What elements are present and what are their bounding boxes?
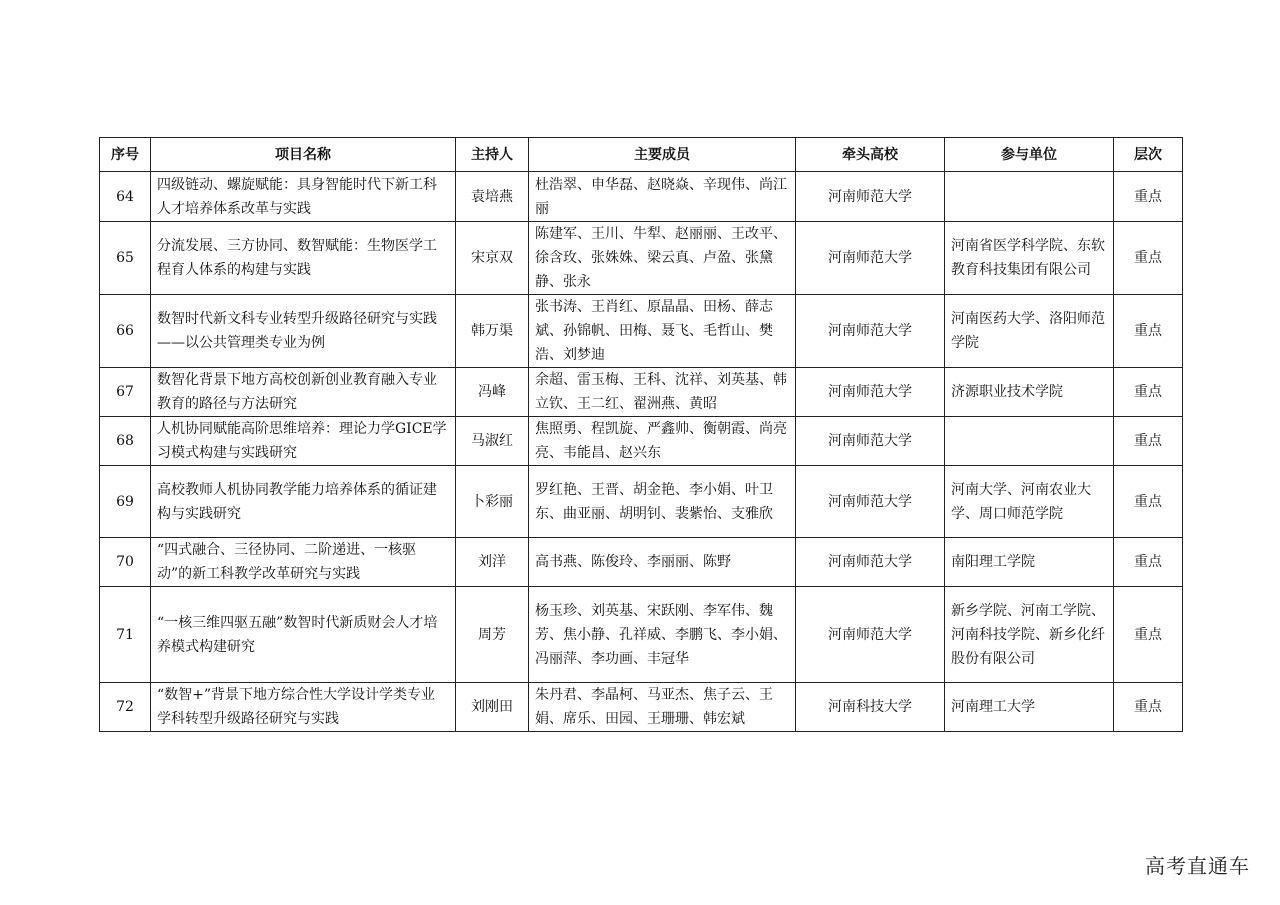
row-no: 65 [100,222,151,295]
table-row [100,222,1183,295]
row-partner-units: 河南医药大学、洛阳师范学院 [945,295,1114,368]
row-members: 朱丹君、李晶柯、马亚杰、焦子云、王娟、席乐、田园、王珊珊、韩宏斌 [529,683,796,732]
row-members: 杨玉珍、刘英基、宋跃刚、李军伟、魏芳、焦小静、孔祥威、李鹏飞、李小娟、冯丽萍、李功画、丰冠华 [529,587,796,683]
table-row [100,417,1183,466]
row-level: 重点 [1114,417,1183,466]
row-no: 66 [100,295,151,368]
row-no: 68 [100,417,151,466]
row-members: 余超、雷玉梅、王科、沈祥、刘英基、韩立钦、王二红、翟洲燕、黄昭 [529,368,796,417]
row-lead-university: 河南师范大学 [796,417,945,466]
row-partner-units: 河南省医学科学院、东软教育科技集团有限公司 [945,222,1114,295]
header-no: 序号 [100,138,151,172]
row-members: 焦照勇、程凯旋、严鑫帅、衡朝霞、尚亮亮、韦能昌、赵兴东 [529,417,796,466]
table-row [100,466,1183,538]
row-level: 重点 [1114,587,1183,683]
table-row [100,172,1183,222]
row-partner-units: 河南理工大学 [945,683,1114,732]
row-lead-university: 河南师范大学 [796,538,945,587]
row-partner-units [945,417,1114,466]
row-no: 67 [100,368,151,417]
row-members: 高书燕、陈俊玲、李丽丽、陈野 [529,538,796,587]
row-host: 冯峰 [456,368,529,417]
row-project-name: 数智时代新文科专业转型升级路径研究与实践——以公共管理类专业为例 [151,295,456,368]
table-row [100,295,1183,368]
row-no: 72 [100,683,151,732]
row-level: 重点 [1114,683,1183,732]
row-partner-units: 南阳理工学院 [945,538,1114,587]
row-project-name: 四级链动、螺旋赋能：具身智能时代下新工科人才培养体系改革与实践 [151,172,456,222]
row-members: 陈建军、王川、牛犁、赵丽丽、王改平、徐含玫、张姝姝、梁云真、卢盈、张黛静、张永 [529,222,796,295]
row-level: 重点 [1114,295,1183,368]
projects-table [99,137,1183,732]
header-level: 层次 [1114,138,1183,172]
row-no: 64 [100,172,151,222]
row-lead-university: 河南师范大学 [796,172,945,222]
row-project-name: “一核三维四驱五融”数智时代新质财会人才培养模式构建研究 [151,587,456,683]
row-members: 张书涛、王肖红、原晶晶、田杨、薛志斌、孙锦帆、田梅、聂飞、毛哲山、樊浩、刘梦迪 [529,295,796,368]
row-project-name: 分流发展、三方协同、数智赋能：生物医学工程育人体系的构建与实践 [151,222,456,295]
row-host: 韩万渠 [456,295,529,368]
row-level: 重点 [1114,222,1183,295]
header-lead-university: 牵头高校 [796,138,945,172]
row-project-name: “数智+”背景下地方综合性大学设计学类专业学科转型升级路径研究与实践 [151,683,456,732]
row-level: 重点 [1114,466,1183,538]
row-host: 袁培燕 [456,172,529,222]
row-level: 重点 [1114,172,1183,222]
row-lead-university: 河南师范大学 [796,466,945,538]
table-row [100,683,1183,732]
row-no: 70 [100,538,151,587]
row-partner-units: 河南大学、河南农业大学、周口师范学院 [945,466,1114,538]
table-row [100,538,1183,587]
row-host: 刘刚田 [456,683,529,732]
header-project-name: 项目名称 [151,138,456,172]
row-lead-university: 河南师范大学 [796,368,945,417]
row-partner-units [945,172,1114,222]
table-row [100,368,1183,417]
row-no: 71 [100,587,151,683]
row-project-name: 数智化背景下地方高校创新创业教育融入专业教育的路径与方法研究 [151,368,456,417]
row-members: 杜浩翠、申华磊、赵晓焱、辛现伟、尚江丽 [529,172,796,222]
row-level: 重点 [1114,538,1183,587]
row-host: 刘洋 [456,538,529,587]
row-project-name: “四式融合、三径协同、二阶递进、一核驱动”的新工科教学改革研究与实践 [151,538,456,587]
row-project-name: 人机协同赋能高阶思维培养：理论力学GICE学习模式构建与实践研究 [151,417,456,466]
header-host: 主持人 [456,138,529,172]
row-no: 69 [100,466,151,538]
row-project-name: 高校教师人机协同教学能力培养体系的循证建构与实践研究 [151,466,456,538]
row-lead-university: 河南师范大学 [796,222,945,295]
row-lead-university: 河南科技大学 [796,683,945,732]
row-host: 马淑红 [456,417,529,466]
header-members: 主要成员 [529,138,796,172]
row-host: 周芳 [456,587,529,683]
row-level: 重点 [1114,368,1183,417]
row-members: 罗红艳、王晋、胡金艳、李小娟、叶卫东、曲亚丽、胡明钊、裴紫怡、支雅欣 [529,466,796,538]
row-lead-university: 河南师范大学 [796,295,945,368]
row-host: 卜彩丽 [456,466,529,538]
table-row [100,587,1183,683]
row-host: 宋京双 [456,222,529,295]
table-header-row [100,138,1183,172]
header-partner-units: 参与单位 [945,138,1114,172]
row-partner-units: 新乡学院、河南工学院、河南科技学院、新乡化纤股份有限公司 [945,587,1114,683]
row-partner-units: 济源职业技术学院 [945,368,1114,417]
row-lead-university: 河南师范大学 [796,587,945,683]
watermark-text: 高考直通车 [1145,854,1250,878]
